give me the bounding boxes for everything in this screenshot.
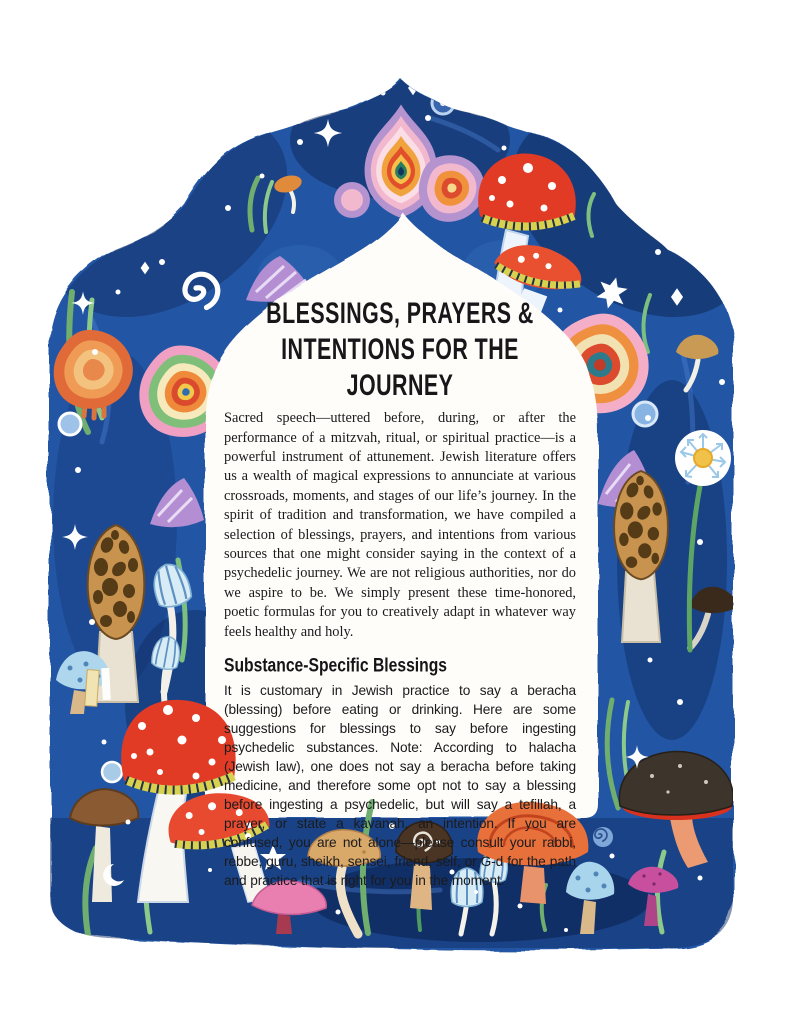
page-title — [236, 295, 563, 403]
section-paragraph: It is customary in Jewish practice to say a beracha (blessing) before eating or drinking. Here are some suggestions for blessings to say before ingesting psychedelic substances. Note: According to halacha (Jewish law), one does not say a beracha before taking medicine, and therefore some opt not to say a blessing before ingesting a psychedelic, but will say a tefillah, a prayer, or state a kavanah, an intention. If you are confused, you are not alone—please consult your rabbi, rebbe, guru, sheikh, sensei, friend, self, or G-d for the path and practice that is right for you in the moment. — [224, 683, 576, 889]
text-window — [224, 295, 576, 890]
section-heading: Substance-Specific Blessings — [224, 655, 448, 677]
page-title-line2: INTENTIONS FOR THE JOURNEY — [281, 332, 519, 402]
intro-paragraph: Sacred speech—uttered before, during, or after the performance of a mitzvah, ritual, or spiritual practice—is a powerful instrument of attunement. Jewish literature offers us a wealth of magical expressions to annunciate at various crossroads, moments, and stages of our life’s journey. In the spirit of tradition and transformation, we have compiled a selection of blessings, prayers, and intentions from various sources that one might consider saying in the context of a psychedelic journey. We are not religious authorities, nor do we aspire to be. We simply present these time-honored, poetic formulas for you to creatively adapt in whatever way feels healthy and holy. — [224, 410, 576, 640]
swirl-orb — [593, 827, 613, 847]
page-title-line1: BLESSINGS, PRAYERS & — [266, 296, 534, 330]
